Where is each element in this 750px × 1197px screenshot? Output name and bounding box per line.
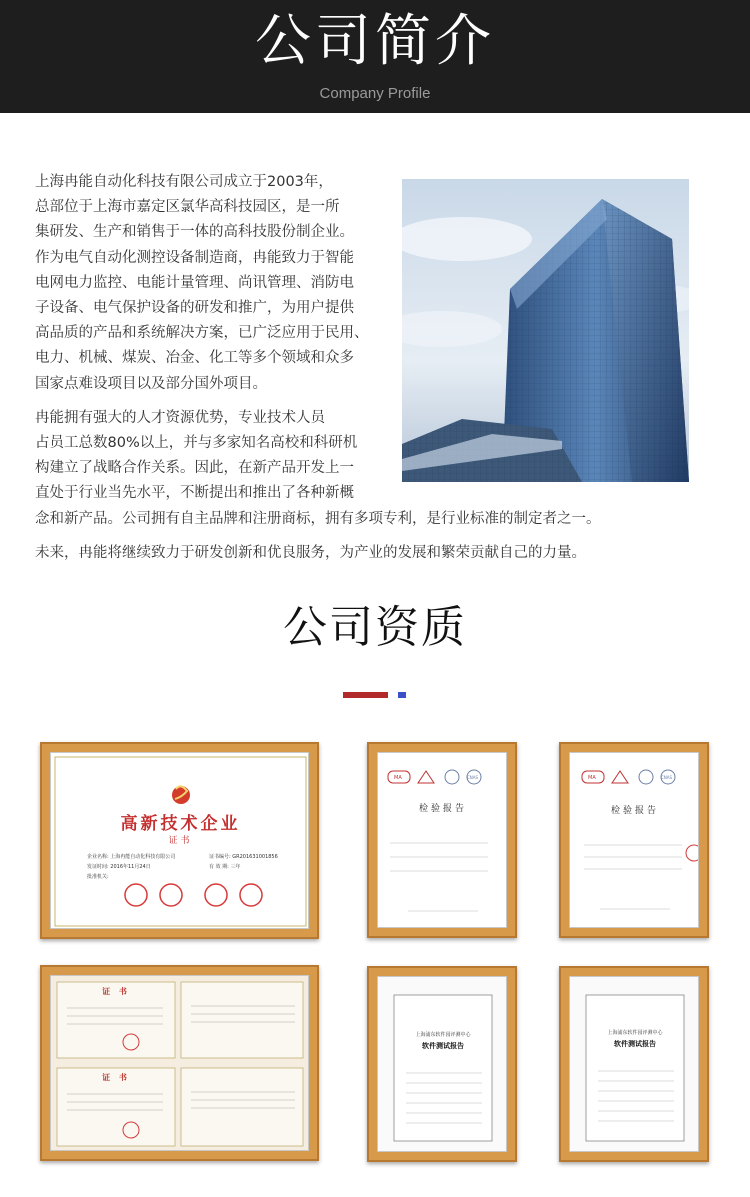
certificate-frame-software-1 — [367, 966, 517, 1162]
software-center-name: 上海浦东软件园评测中心 — [607, 1030, 663, 1036]
accent-bar-red — [343, 692, 388, 698]
intro-line: 构建立了战略合作关系。因此，在新产品开发上一 — [35, 460, 354, 477]
intro-line: 电力、机械、煤炭、冶金、化工等多个领域和众多 — [35, 350, 354, 367]
intro-line: 念和新产品。公司拥有自主品牌和注册商标，拥有多项专利，是行业标准的制定者之一。 — [35, 510, 601, 527]
intro-paragraph-1 — [35, 170, 387, 397]
software-report-title: 软件测试报告 — [422, 1042, 464, 1050]
logo-ma: MA — [394, 775, 402, 781]
intro-line: 直处于行业当先水平，不断提出和推出了各种新概 — [35, 485, 354, 502]
intro-line: 上海冉能自动化科技有限公司成立于2003年， — [35, 174, 333, 190]
intro-paragraph-3 — [35, 541, 635, 566]
intro-line: 总部位于上海市嘉定区氯华高科技园区，是一所 — [35, 199, 340, 216]
inspection-title: 检验报告 — [418, 804, 467, 814]
intro-line: 高品质的产品和系统解决方案，已广泛应用于民用、 — [35, 325, 369, 342]
double-cert-title-2: 证 书 — [102, 1073, 130, 1082]
software-report-border — [570, 977, 699, 1152]
company-intro — [35, 170, 635, 575]
software-report-2 — [569, 976, 699, 1152]
hightech-line: 有 效 期: 三年 — [209, 864, 241, 870]
certificate-frame-hightech — [40, 742, 319, 939]
page-header — [0, 0, 750, 113]
hightech-subtitle: 证书 — [168, 836, 193, 846]
intro-line: 国家点难设项目以及部分国外项目。 — [35, 375, 267, 392]
software-report-1 — [377, 976, 507, 1152]
logo-ma: MA — [588, 775, 596, 781]
software-report-title: 软件测试报告 — [614, 1040, 656, 1048]
certificate-frame-software-2 — [559, 966, 709, 1162]
certificate-frame-inspection-1 — [367, 742, 517, 938]
certificate-frame-double — [40, 965, 319, 1161]
page-subtitle: Company Profile — [319, 85, 431, 102]
intro-line: 作为电气自动化测控设备制造商，冉能致力于智能 — [35, 249, 354, 266]
software-report-border — [378, 977, 507, 1152]
hightech-line: 证书编号: GR201631001856 — [209, 854, 278, 860]
double-certificate-layout — [51, 976, 309, 1151]
intro-line: 子设备、电气保护设备的研发和推广，为用户提供 — [35, 300, 354, 317]
certificate-frame-inspection-2 — [559, 742, 709, 938]
intro-line: 集研发、生产和销售于一体的高科技股份制企业。 — [35, 224, 354, 241]
double-certificate — [50, 975, 309, 1151]
hightech-line: 企业名称: 上海冉能自动化科技有限公司 — [87, 854, 176, 860]
double-cert-title-1: 证 书 — [102, 987, 130, 996]
logo-cnas: CNAS — [661, 775, 673, 780]
software-center-name: 上海浦东软件园评测中心 — [415, 1032, 471, 1038]
inspection-title: 检验报告 — [610, 806, 659, 816]
accent-bar-blue — [398, 692, 406, 698]
qualification-title: 公司资质 — [283, 602, 467, 653]
inspection-report-2 — [569, 752, 699, 928]
hightech-line: 发证时间: 2016年11月24日 — [87, 864, 151, 870]
inspection-report-1 — [377, 752, 507, 928]
hightech-title: 高新技术企业 — [120, 814, 241, 834]
intro-line: 电网电力监控、电能计量管理、尚讯管理、消防电 — [35, 274, 354, 291]
logo-cnas: CNAS — [467, 775, 479, 780]
page-title: 公司简介 — [255, 9, 495, 74]
hightech-certificate — [50, 752, 309, 929]
intro-paragraph-2 — [35, 406, 635, 532]
intro-line: 冉能拥有强大的人才资源优势，专业技术人员 — [35, 409, 325, 426]
intro-line: 未来，冉能将继续致力于研发创新和优良服务，为产业的发展和繁荣贡献自己的力量。 — [35, 544, 586, 561]
hightech-line: 批准机关: — [87, 874, 109, 880]
intro-line: 占员工总数80%以上，并与多家知名高校和科研机 — [35, 435, 358, 452]
